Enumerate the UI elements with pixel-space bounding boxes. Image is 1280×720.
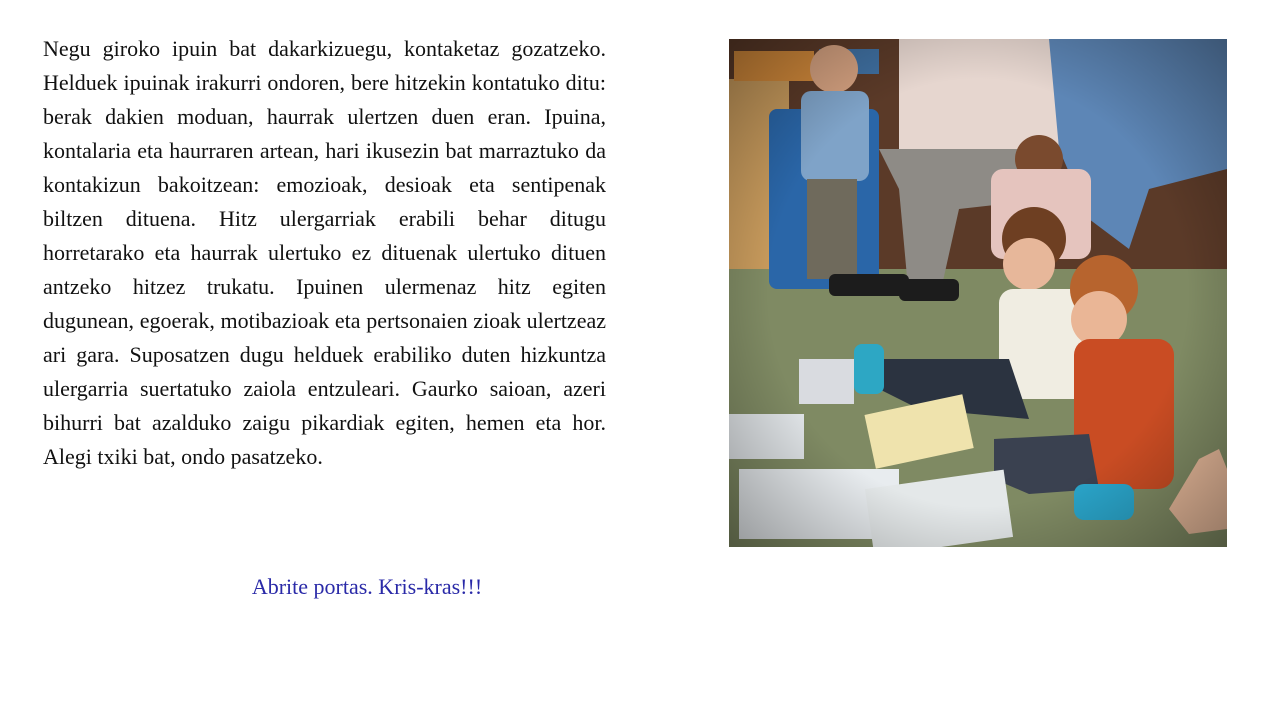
story-paragraph: Negu giroko ipuin bat dakarkizuegu, kontaketaz gozatzeko. Helduek ipuinak irakurri ondoren, bere hitzekin kontatuko ditu: berak dakien moduan, haurrak ulertzen duen eran. Ipuina, kontalaria eta haurraren artean, hari ikusezin bat marraztuko da kontakizun bakoitzean: emozioak, desioak eta sentipenak biltzen dituena. Hitz ulergarriak erabili behar ditugu horretarako eta haurrak ulertuko ez dituenak ulertuko dituen antzeko hitzez trukatu. Ipuinen ulermenaz hitz egiten dugunean, egoerak, motibazioak eta pertsonaien zioak ulertzeaz ari gara. Suposatzen dugu helduek erabiliko duten hizkuntza ulergarria suertatuko zaiola entzuleari. Gaurko saioan, azeri bihurri bat azalduko zaigu pikardiak egiten, hemen eta hor. Alegi txiki bat, ondo pasatzeko. bbox=[43, 36, 606, 469]
tagline: Abrite portas. Kris-kras!!! bbox=[251, 574, 483, 599]
children-storytime-photo bbox=[729, 39, 1227, 547]
